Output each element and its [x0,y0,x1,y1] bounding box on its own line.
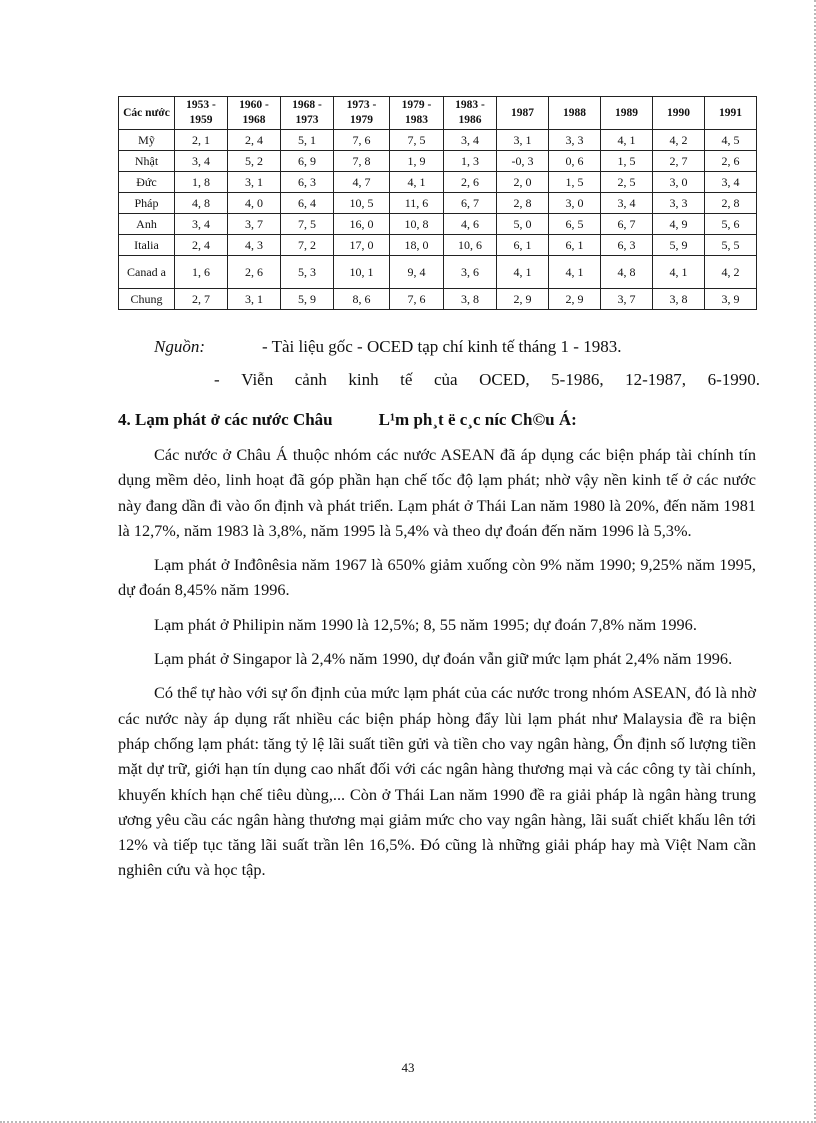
table-cell: 10, 1 [334,256,390,289]
table-cell: 2, 4 [175,235,228,256]
table-cell: 5, 9 [281,289,334,310]
section-heading [118,410,577,430]
table-header-cell: 1953 - 1959 [175,97,228,130]
table-cell: 5, 2 [228,151,281,172]
table-cell: 2, 6 [228,256,281,289]
table-cell: 4, 0 [228,193,281,214]
table-cell: 1, 5 [601,151,653,172]
table-cell: 7, 5 [281,214,334,235]
source-word: OCED, [479,370,530,389]
table-country-cell: Chung [119,289,175,310]
table-cell: 6, 4 [281,193,334,214]
table-header-cell: 1973 - 1979 [334,97,390,130]
table-header-row [119,97,757,130]
table-row [119,172,757,193]
table-cell: 5, 9 [653,235,705,256]
table-cell: 5, 0 [497,214,549,235]
table-cell: 1, 9 [390,151,444,172]
page-edge-right [812,0,816,1123]
source-line-1 [154,337,760,357]
source-word: - [214,370,220,389]
table-cell: 4, 1 [497,256,549,289]
table-cell: 3, 4 [601,193,653,214]
table-row [119,235,757,256]
table-cell: 6, 1 [549,235,601,256]
source-word: 6-1990. [707,370,760,389]
inflation-table [118,96,757,310]
source-word: của [433,370,458,389]
table-country-cell: Nhật [119,151,175,172]
table-row [119,256,757,289]
page-number: 43 [401,1060,415,1075]
table-cell: 3, 4 [175,214,228,235]
table-header-cell: 1983 - 1986 [444,97,497,130]
paragraph: Lạm phát ở Inđônêsia năm 1967 là 650% giảm xuống còn 9% năm 1990; 9,25% năm 1995, dự đoán 8,45% năm 1996. [118,555,756,600]
table-cell: 3, 7 [228,214,281,235]
table-cell: 2, 7 [175,289,228,310]
table-cell: 3, 7 [601,289,653,310]
table-country-cell: Mỹ [119,130,175,151]
table-cell: 4, 1 [653,256,705,289]
table-cell: 1, 3 [444,151,497,172]
table-cell: 2, 9 [497,289,549,310]
table-cell: 3, 6 [444,256,497,289]
source-word: 12-1987, [625,370,687,389]
table-cell: 7, 2 [281,235,334,256]
table-cell: 4, 3 [228,235,281,256]
table-cell: 1, 5 [549,172,601,193]
table-header-cell: 1979 - 1983 [390,97,444,130]
table-cell: 6, 9 [281,151,334,172]
table-cell: 4, 1 [601,130,653,151]
table-cell: 5, 6 [705,214,757,235]
table-cell: 10, 8 [390,214,444,235]
table-cell: 2, 4 [228,130,281,151]
table-cell: 7, 6 [390,289,444,310]
table-cell: 6, 3 [281,172,334,193]
table-header-cell: Các nước [119,97,175,130]
table-row [119,193,757,214]
table-header-cell: 1988 [549,97,601,130]
table-cell: 1, 6 [175,256,228,289]
table-country-cell: Italia [119,235,175,256]
table-country-cell: Canad a [119,256,175,289]
table-cell: 7, 5 [390,130,444,151]
table-cell: 6, 7 [601,214,653,235]
table-cell: 2, 9 [549,289,601,310]
body-text [118,442,756,892]
table-cell: -0, 3 [497,151,549,172]
table-cell: 3, 3 [549,130,601,151]
table-cell: 3, 8 [653,289,705,310]
table-cell: 11, 6 [390,193,444,214]
paragraph: Các nước ở Châu Á thuộc nhóm các nước ASEAN đã áp dụng các biện pháp tài chính tín dụng mềm dẻo, linh hoạt đã góp phần hạn chế tốc độ lạm phát; nhờ vậy nền kinh tế ở các nước này đang dần đi vào ổn định và phát triển. Lạm phát ở Thái Lan năm 1980 là 20%, đến năm 1981 là 12,7%, năm 1983 là 3,8%, năm 1995 là 5,4% và theo dự đoán đến năm 1996 là 5,3%. [118,445,756,540]
table-cell: 7, 8 [334,151,390,172]
table-row [119,151,757,172]
table-row [119,214,757,235]
source-word: kinh [348,370,379,389]
table-cell: 6, 5 [549,214,601,235]
table-cell: 8, 6 [334,289,390,310]
table-cell: 4, 2 [705,256,757,289]
table-cell: 4, 8 [175,193,228,214]
table-cell: 3, 1 [228,289,281,310]
table-cell: 3, 9 [705,289,757,310]
table-cell: 3, 3 [653,193,705,214]
table-cell: 0, 6 [549,151,601,172]
table-cell: 6, 3 [601,235,653,256]
table-header-cell: 1960 - 1968 [228,97,281,130]
paragraph: Có thể tự hào với sự ổn định của mức lạm phát của các nước trong nhóm ASEAN, đó là nhờ các nước này áp dụng rất nhiều các biện pháp hòng đẩy lùi lạm phát như Malaysia đề ra biện pháp chống lạm phát: tăng tỷ lệ lãi suất tiền gửi và tiền cho vay ngân hàng, Ổn định số lượng tiền mặt dự trữ, giới hạn tín dụng cao nhất đối với các ngân hàng thương mại và các công ty tài chính, khuyến khích hạn chế tiêu dùng,... Còn ở Thái Lan năm 1990 đề ra giải pháp là ngân hàng trung ương yêu cầu các ngân hàng thương mại giảm mức cho vay ngân hàng, lãi suất chiết khấu lên tới 12% và tiếp tục tăng lãi suất trần lên 16,5%. Đó cũng là những giải pháp hay mà Việt Nam cần nghiên cứu và học tập. [118,683,756,880]
table-cell: 5, 3 [281,256,334,289]
source-word: cảnh [294,370,327,389]
section-heading-garbled: L¹m ph¸t ë c¸c níc Ch©u Á: [378,410,577,429]
paragraph: Lạm phát ở Philipin năm 1990 là 12,5%; 8, 55 năm 1995; dự đoán 7,8% năm 1996. [154,614,697,634]
source-line-2 [214,370,760,390]
table-cell: 4, 7 [334,172,390,193]
table-cell: 5, 1 [281,130,334,151]
table-cell: 4, 8 [601,256,653,289]
source-word: tế [400,370,413,389]
table-cell: 4, 9 [653,214,705,235]
table-header-cell: 1991 [705,97,757,130]
table-cell: 5, 5 [705,235,757,256]
table-cell: 4, 2 [653,130,705,151]
table-cell: 4, 1 [549,256,601,289]
table-cell: 3, 4 [705,172,757,193]
table-cell: 18, 0 [390,235,444,256]
source-note [154,337,760,389]
table-cell: 3, 0 [653,172,705,193]
table-row [119,130,757,151]
section-heading-text: 4. Lạm phát ở các nước Châu [118,410,333,429]
table-country-cell: Pháp [119,193,175,214]
table-header-cell: 1987 [497,97,549,130]
table-cell: 9, 4 [390,256,444,289]
table-cell: 2, 8 [705,193,757,214]
table-country-cell: Đức [119,172,175,193]
table-cell: 3, 0 [549,193,601,214]
table-cell: 2, 5 [601,172,653,193]
table-country-cell: Anh [119,214,175,235]
source-word: 5-1986, [551,370,604,389]
source-word: Viễn [241,370,274,389]
table-cell: 3, 4 [175,151,228,172]
table-cell: 7, 6 [334,130,390,151]
table-cell: 10, 6 [444,235,497,256]
table-cell: 17, 0 [334,235,390,256]
page-edge-bottom [0,1119,816,1123]
source-text-1: - Tài liệu gốc - OCED tạp chí kinh tế tháng 1 - 1983. [262,337,622,356]
table-cell: 3, 1 [228,172,281,193]
table-cell: 4, 1 [390,172,444,193]
table-cell: 4, 6 [444,214,497,235]
table-header-cell: 1989 [601,97,653,130]
table-cell: 3, 4 [444,130,497,151]
paragraph: Lạm phát ở Singapor là 2,4% năm 1990, dự đoán vẫn giữ mức lạm phát 2,4% năm 1996. [154,649,733,669]
table-cell: 2, 6 [705,151,757,172]
table-cell: 10, 5 [334,193,390,214]
table-cell: 2, 8 [497,193,549,214]
table-cell: 6, 1 [497,235,549,256]
table-cell: 3, 8 [444,289,497,310]
table-cell: 3, 1 [497,130,549,151]
table-cell: 2, 1 [175,130,228,151]
table-cell: 16, 0 [334,214,390,235]
source-label: Nguồn: [154,337,205,356]
table-cell: 2, 7 [653,151,705,172]
table-header-cell: 1990 [653,97,705,130]
table-cell: 4, 5 [705,130,757,151]
table-cell: 2, 6 [444,172,497,193]
table-cell: 2, 0 [497,172,549,193]
table-cell: 6, 7 [444,193,497,214]
table-header-cell: 1968 - 1973 [281,97,334,130]
table-row [119,289,757,310]
table-cell: 1, 8 [175,172,228,193]
